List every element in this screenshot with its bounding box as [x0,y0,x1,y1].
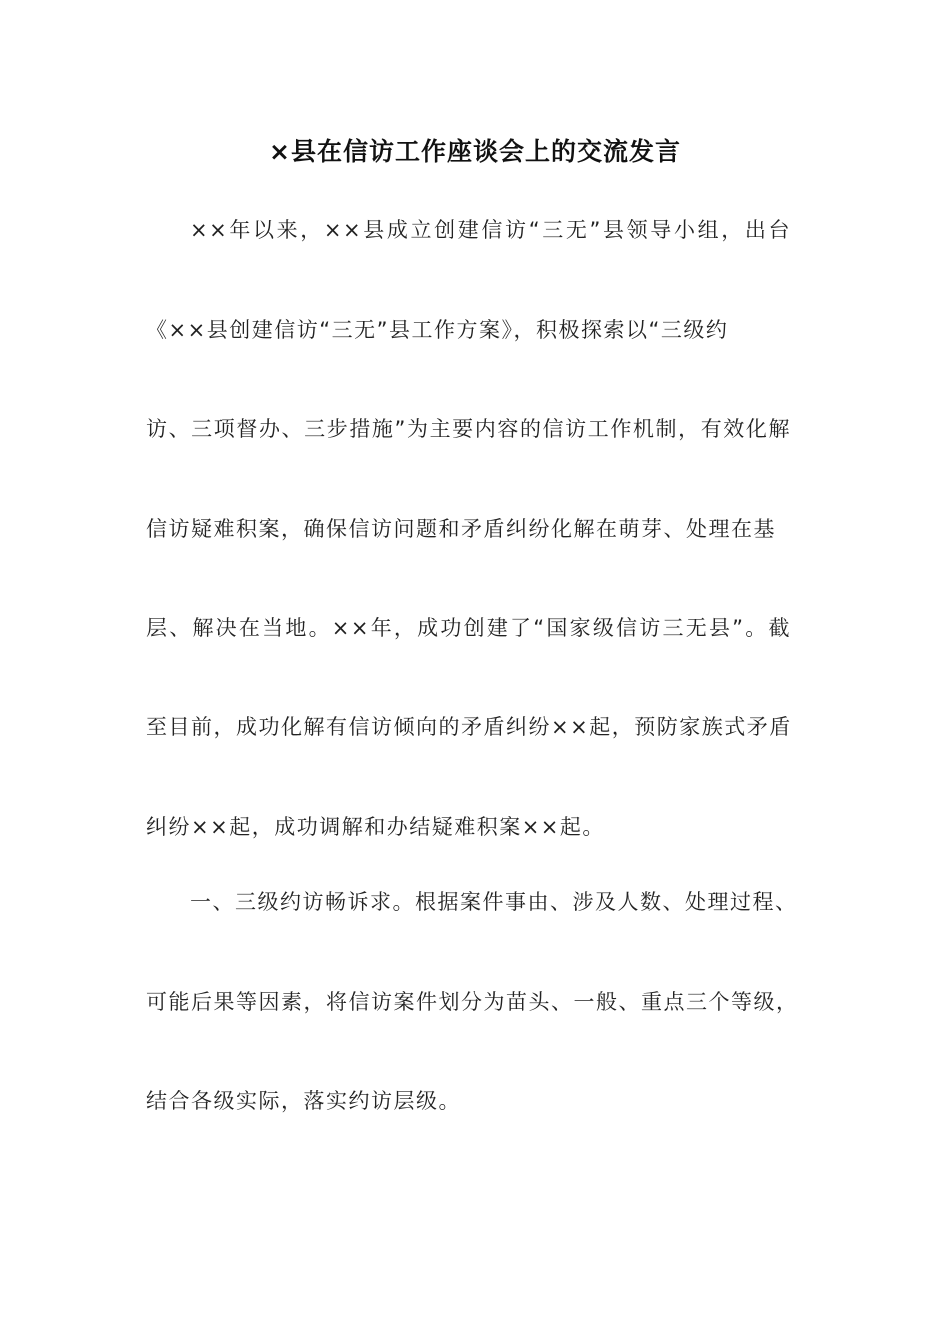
text-line: 信访疑难积案，确保信访问题和矛盾纠纷化解在萌芽、处理在基 [146,517,776,541]
document-title: ×县在信访工作座谈会上的交流发言 [269,137,681,166]
text-line: 《××县创建信访“三无”县工作方案》，积极探索以“三级约 [146,318,729,342]
text-line: 层、解决在当地。××年，成功创建了“国家级信访三无县”。截 [146,616,791,640]
text-line: 一、三级约访畅诉求。根据案件事由、涉及人数、处理过程、 [190,890,798,914]
text-line: 访、三项督办、三步措施”为主要内容的信访工作机制，有效化解 [146,417,791,441]
text-line: 结合各级实际，落实约访层级。 [146,1089,461,1113]
text-line: 可能后果等因素，将信访案件划分为苗头、一般、重点三个等级， [146,990,799,1014]
text-line: 至目前，成功化解有信访倾向的矛盾纠纷××起，预防家族式矛盾 [146,715,792,739]
text-line: 纠纷××起，成功调解和办结疑难积案××起。 [146,815,605,839]
text-line: ××年以来，××县成立创建信访“三无”县领导小组，出台 [190,218,791,242]
